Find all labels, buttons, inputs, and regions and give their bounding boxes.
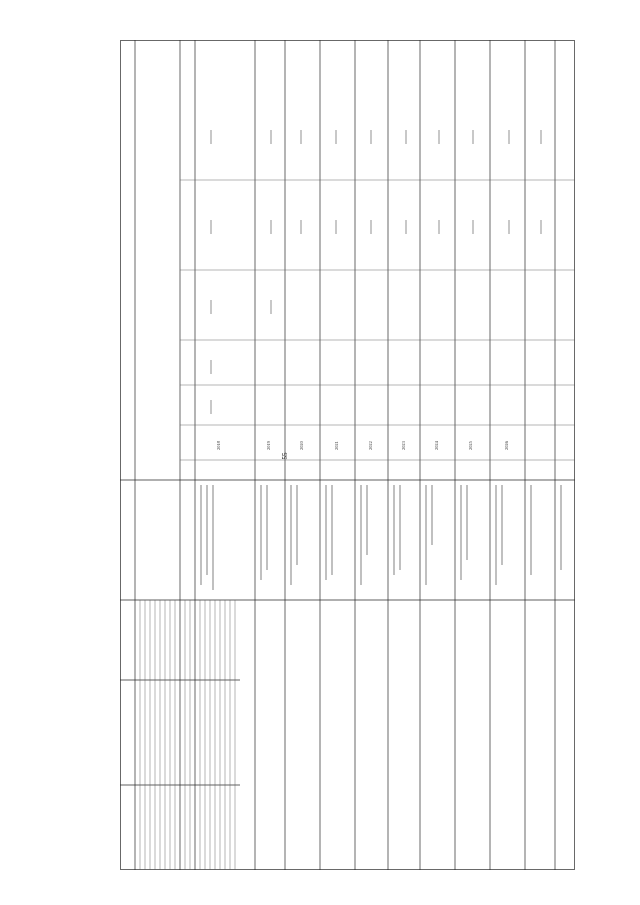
page-number: 55 xyxy=(281,452,289,460)
rotated-table xyxy=(120,40,575,870)
table-border xyxy=(121,41,575,870)
year-label: 2018 xyxy=(216,441,221,450)
year-label: 2022 xyxy=(368,441,373,450)
year-label: 2026 xyxy=(504,441,509,450)
table-grid xyxy=(120,40,575,870)
year-label: 2019 xyxy=(266,441,271,450)
year-label: 2021 xyxy=(334,441,339,450)
illegible-indicator-text xyxy=(200,485,562,590)
year-label: 2024 xyxy=(434,441,439,450)
year-labels xyxy=(216,440,509,450)
year-label: 2023 xyxy=(401,441,406,450)
illegible-value-cells xyxy=(210,130,542,414)
year-label: 2020 xyxy=(299,441,304,450)
year-label: 2025 xyxy=(468,441,473,450)
